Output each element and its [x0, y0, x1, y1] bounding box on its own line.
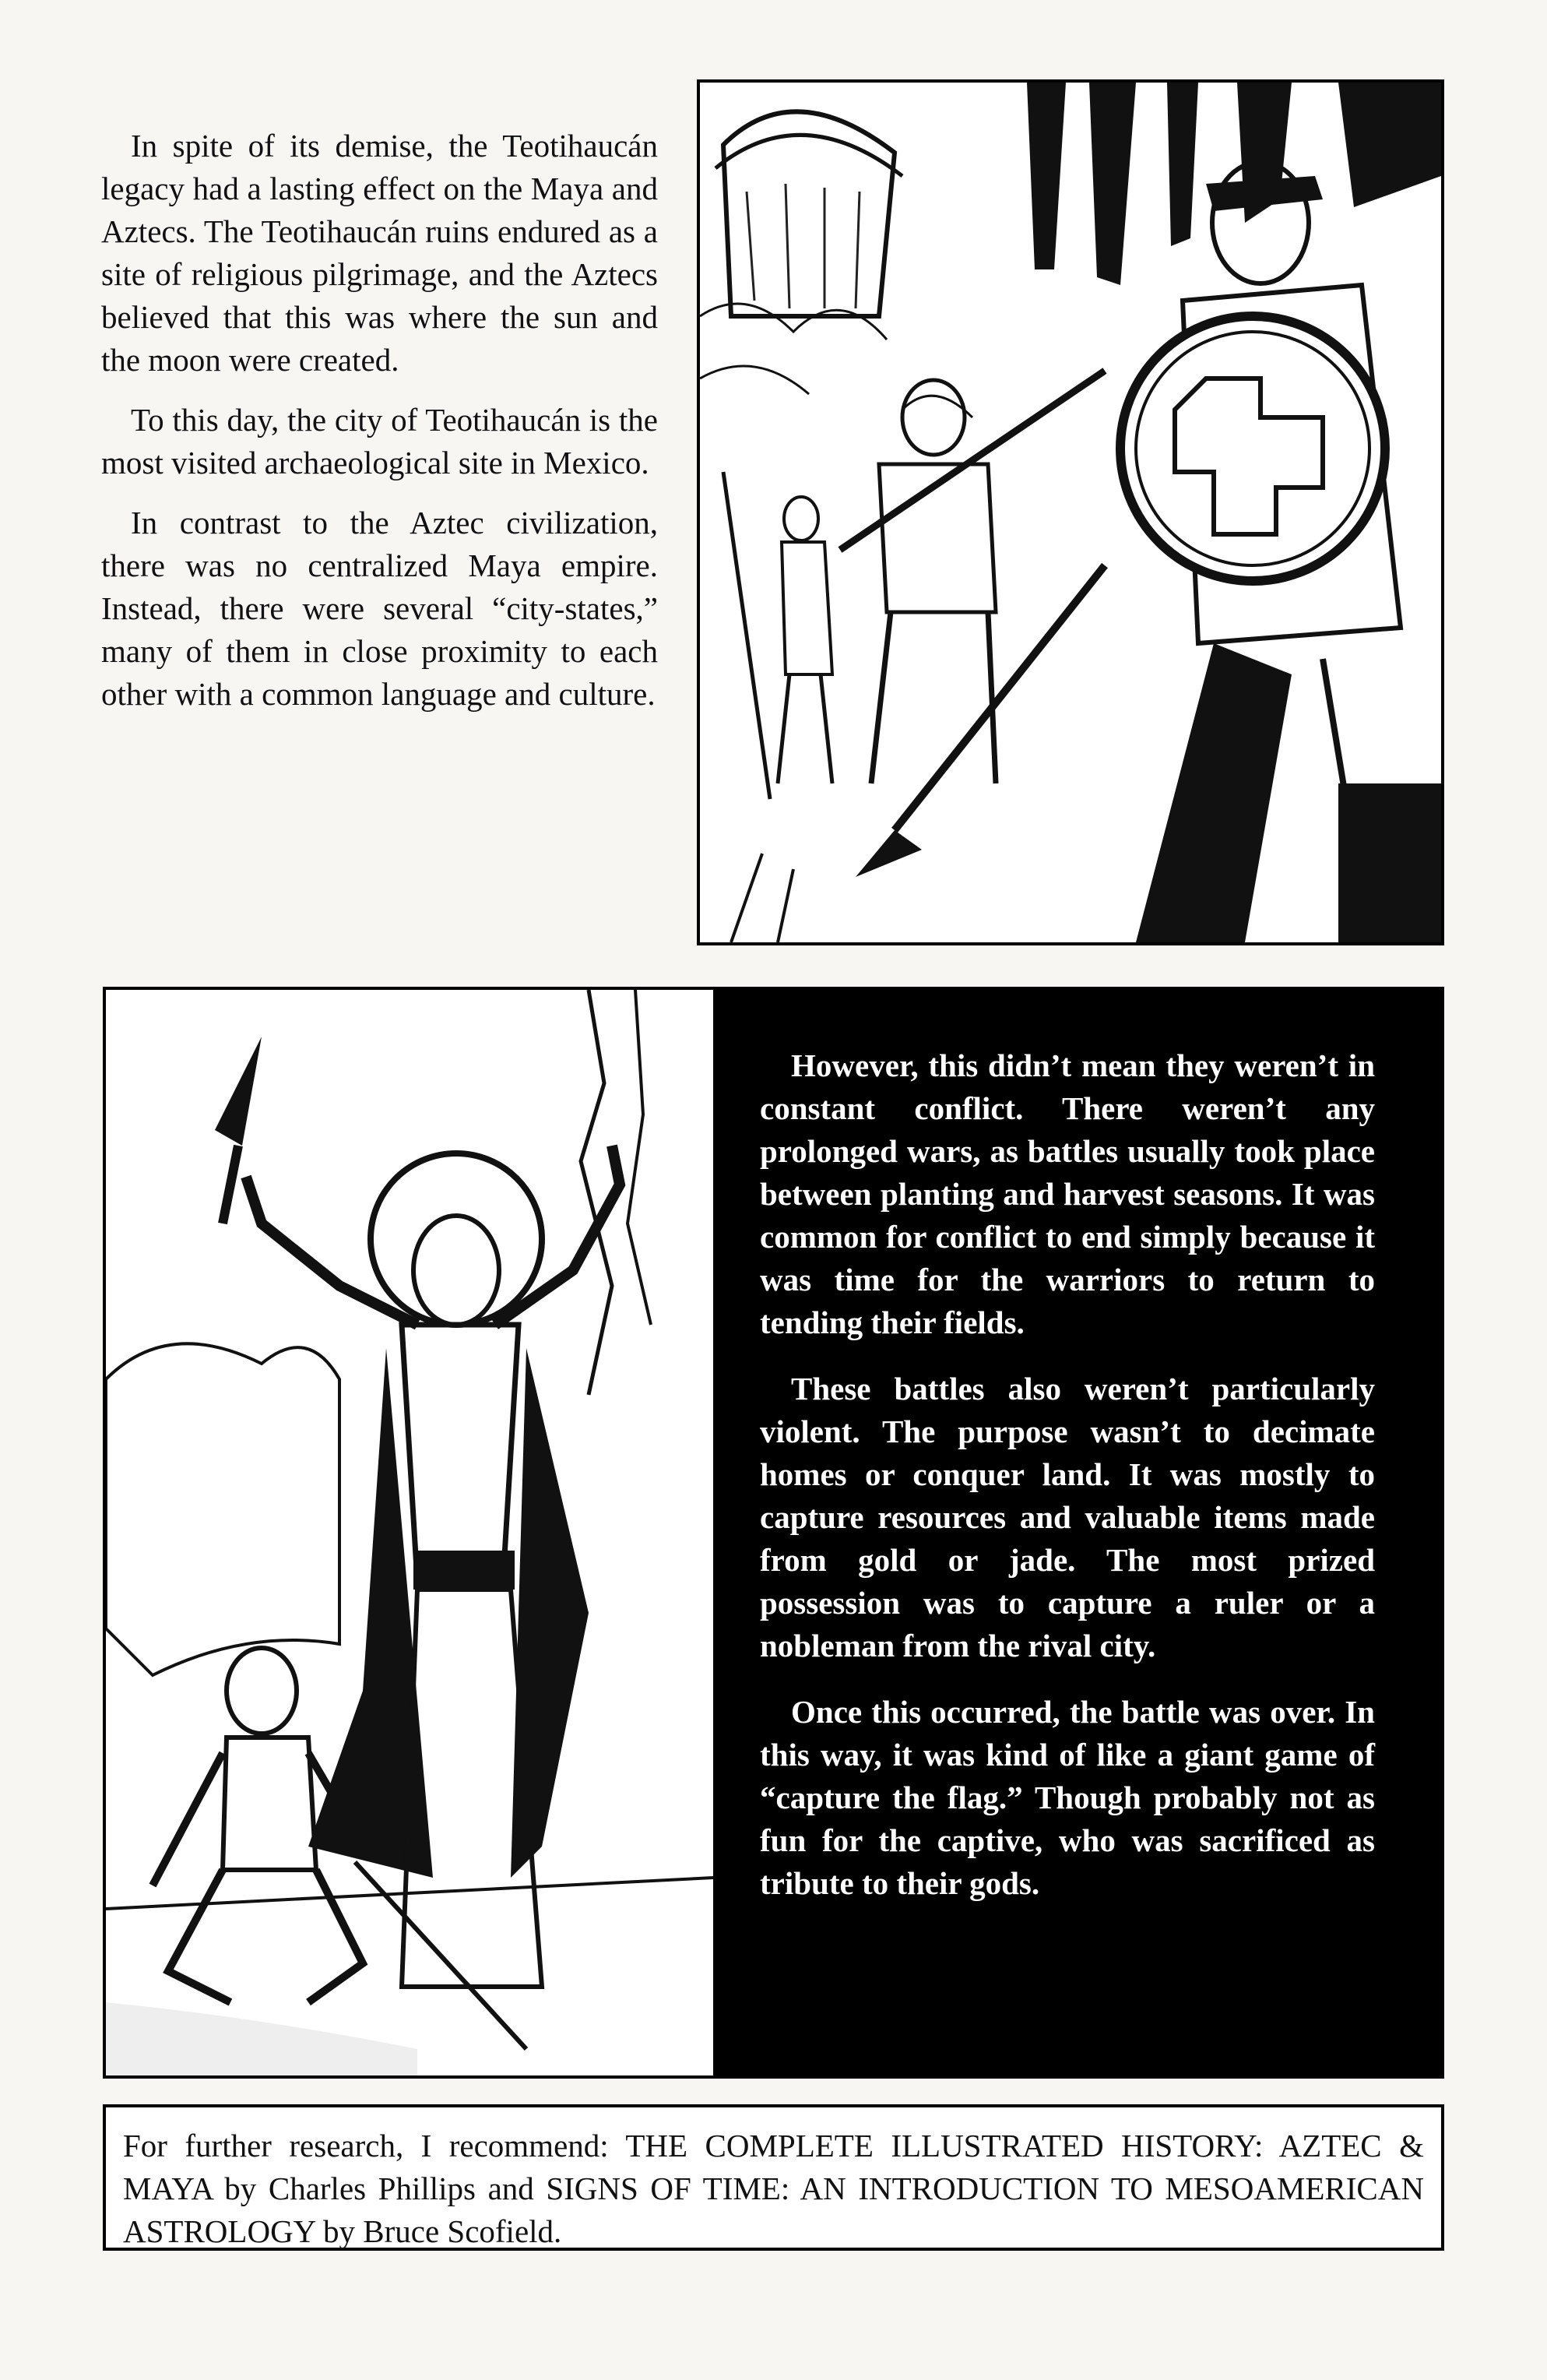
aztec-warrior-illustration	[106, 990, 713, 2075]
dark-text-box	[713, 990, 1441, 2075]
intro-text-column	[101, 125, 658, 733]
intro-paragraph-2: To this day, the city of Teotihaucán is the most visited archaeological site in Mexico.	[101, 402, 658, 481]
battle-paragraph-1: However, this didn’t mean they weren’t in constant conflict. There weren’t any prolonged wars, as battles usually took place between planting and harvest seasons. It was common for conflict to end simply because it was time for the warriors to return to tending their fields.	[760, 1047, 1375, 1340]
intro-paragraph-1: In spite of its demise, the Teotihaucán legacy had a lasting effect on the Maya and Aztecs. The Teotihaucán ruins endured as a site of religious pilgrimage, and the Aztecs believed that this was where the sun and the moon were created.	[101, 128, 658, 378]
warrior-captive-illustration	[106, 990, 713, 2075]
intro-paragraph-3: In contrast to the Aztec civilization, there was no centralized Maya empire. Instead, there were several “city-states,” many of them in close proximity to each other with a common language and culture.	[101, 505, 658, 712]
warrior-captive-panel	[103, 987, 1444, 2079]
battle-paragraph-2: These battles also weren’t particularly violent. The purpose wasn’t to decimate homes or conquer land. It was mostly to capture resources and valuable items made from gold or jade. The most prized possession was to capture a ruler or a nobleman from the rival city.	[760, 1371, 1375, 1664]
battle-paragraph-3: Once this occurred, the battle was over. In this way, it was kind of like a giant game of “capture the flag.” Though probably not as fun for the captive, who was sacrificed as tribute to their gods.	[760, 1694, 1375, 1901]
warriors-illustration	[700, 83, 1441, 942]
further-research-box: For further research, I recommend: THE COMPLETE ILLUSTRATED HISTORY: AZTEC & MAYA by Charles Phillips and SIGNS OF TIME: AN INTRODUCTION TO MESOAMERICAN ASTROLOGY by Bruce Scofield.	[103, 2104, 1444, 2251]
battle-text-column	[760, 1044, 1375, 1928]
warriors-illustration-panel	[697, 79, 1444, 945]
